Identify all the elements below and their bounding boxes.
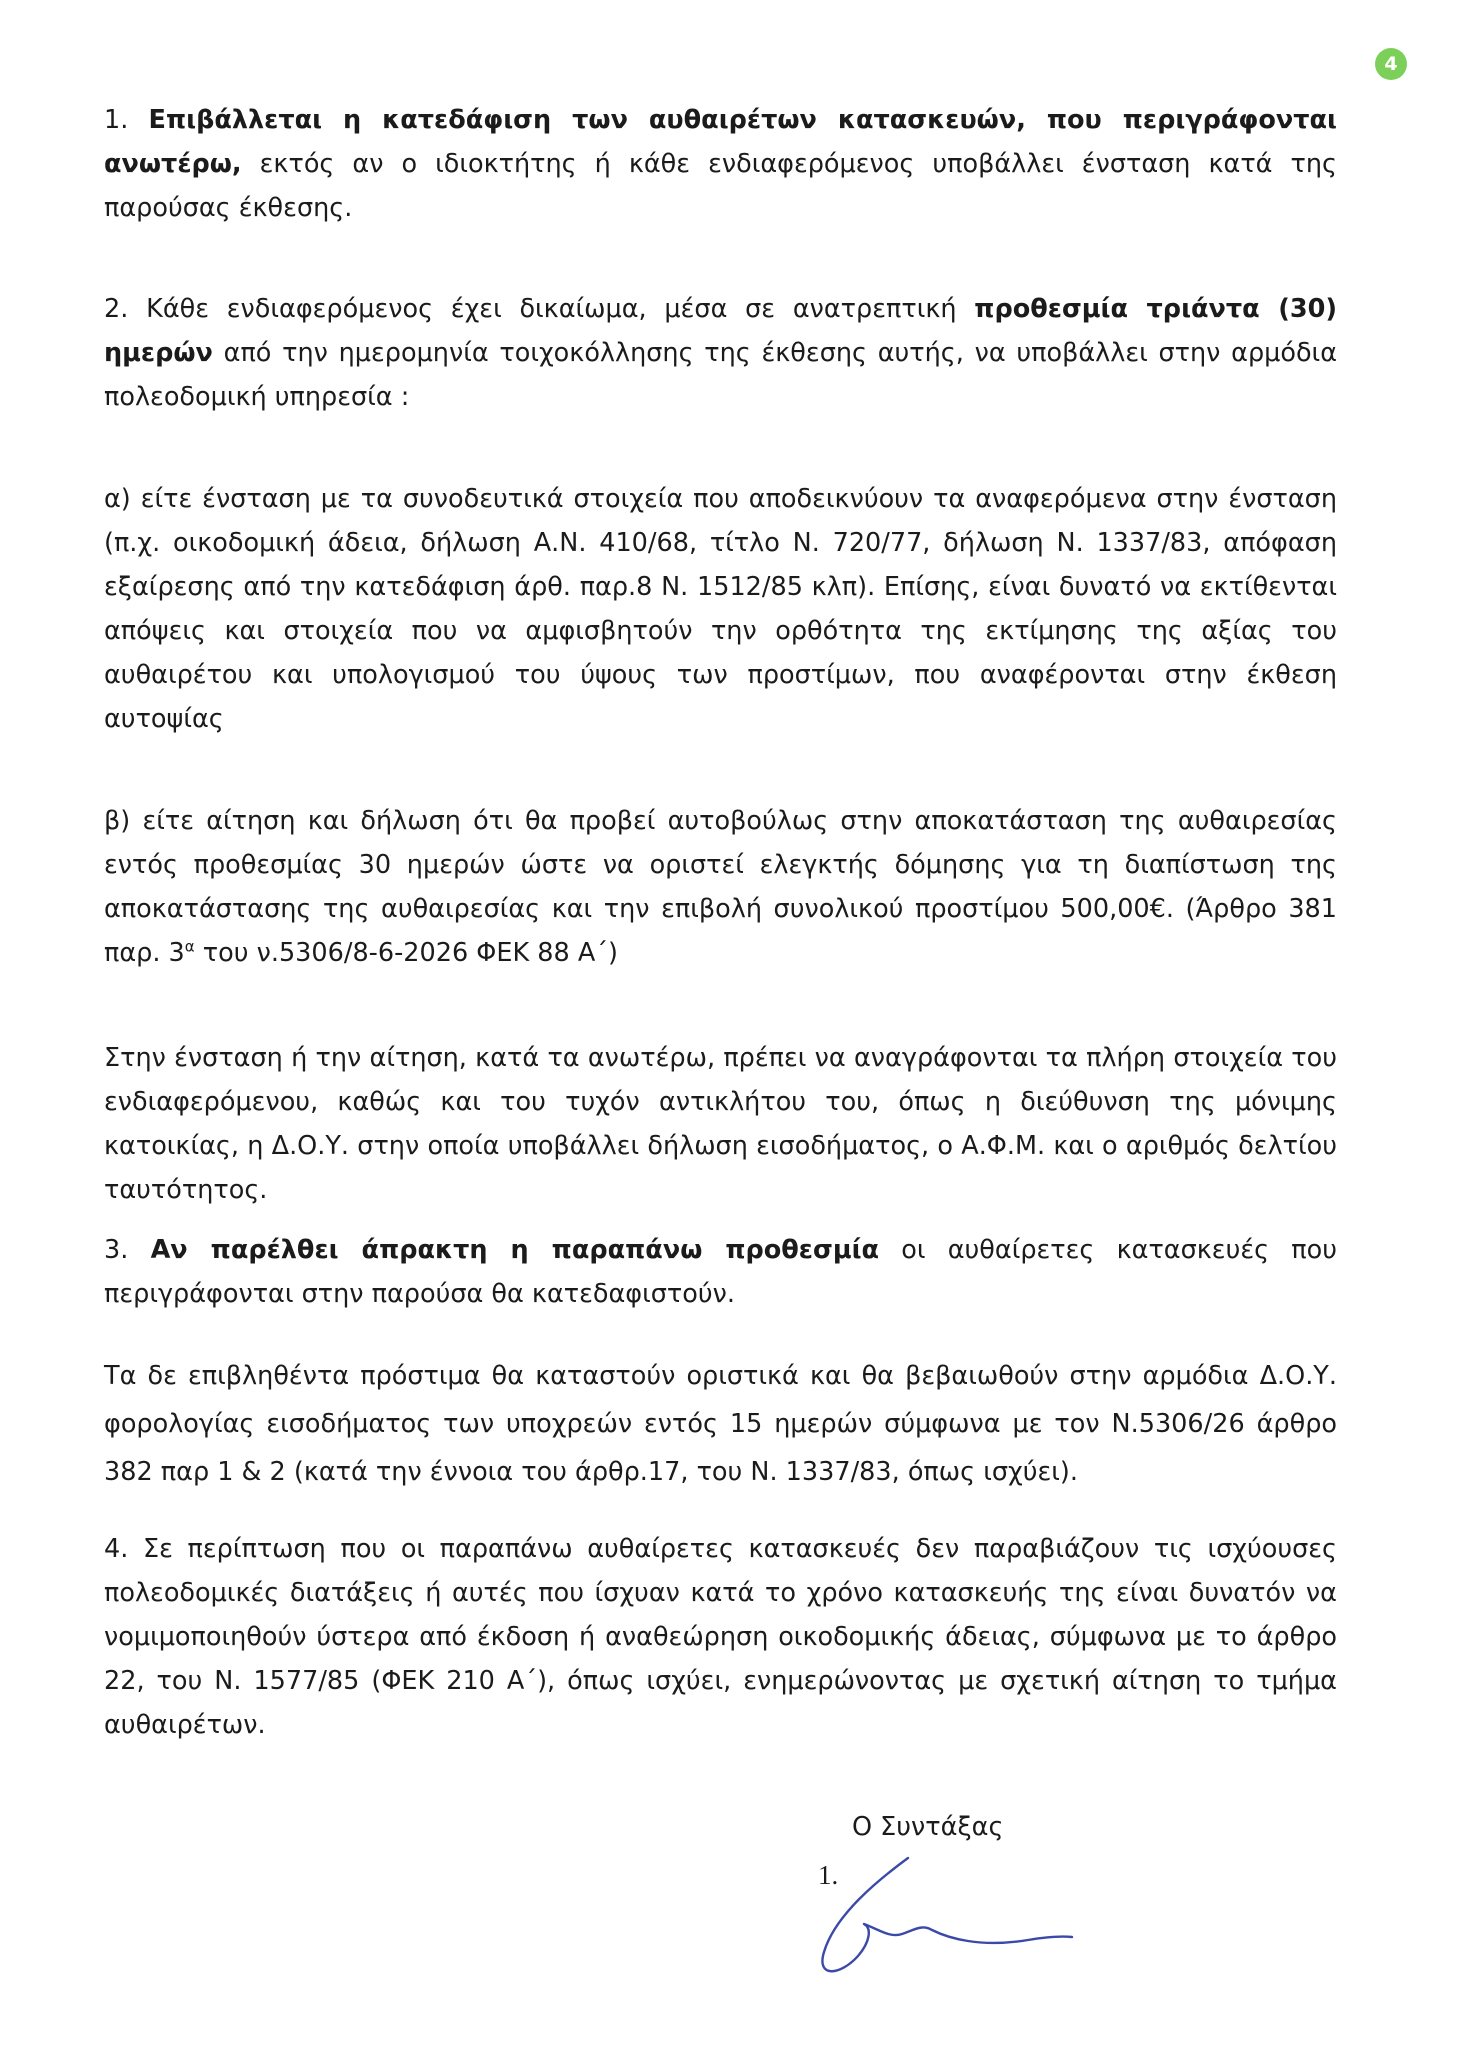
- paragraph-a-text: α) είτε ένσταση με τα συνοδευτικά στοιχεία που αποδεικνύουν τα αναφερόμενα στην ένσταση (π.χ. οικοδομική άδεια, δήλωση Α.Ν. 410/68, τίτλο Ν. 720/77, δήλωση Ν. 1337/83, απόφαση εξαίρεσης από την κατεδάφιση άρθ. παρ.8 Ν. 1512/85 κλπ). Επίσης, είναι δυνατό να εκτίθενται απόψεις και στοιχεία που να αμφισβητούν την ορθότητα της εκτίμησης της αξίας του αυθαιρέτου και υπολογισμού του ύψους των προστίμων, που αναφέρονται στην έκθεση αυτοψίας: [104, 484, 1337, 734]
- paragraph-3-text: οι αυθαίρετες κατασκευές που περιγράφονται στην παρούσα θα κατεδαφιστούν.: [104, 1235, 1338, 1309]
- paragraph-1-text: εκτός αν ο ιδιοκτήτης ή κάθε ενδιαφερόμενος υποβάλλει ένσταση κατά της παρούσας έκθεσης.: [104, 149, 1337, 223]
- paragraph-1-number: 1.: [104, 105, 129, 135]
- paragraph-1-bold: Επιβάλλεται η κατεδάφιση των αυθαιρέτων κατασκευών, που περιγράφονται ανωτέρω,: [104, 105, 1337, 179]
- signer-title: Ο Συντάξας: [852, 1812, 1004, 1842]
- paragraph-b-text-after: του ν.5306/8-6-2026 ΦΕΚ 88 Α΄): [194, 938, 619, 968]
- paragraph-c-text: Στην ένσταση ή την αίτηση, κατά τα ανωτέρω, πρέπει να αναγράφονται τα πλήρη στοιχεία του ενδιαφερόμενου, καθώς και του τυχόν αντικλήτου του, όπως η διεύθυνση της μόνιμης κατοικίας, η Δ.Ο.Υ. στην οποία υποβάλλει δήλωση εισοδήματος, ο Α.Φ.Μ. και ο αριθμός δελτίου ταυτότητος.: [104, 1043, 1337, 1205]
- paragraph-4-number: 4.: [104, 1534, 129, 1564]
- paragraph-2-text-after: από την ημερομηνία τοιχοκόλλησης της έκθεσης αυτής, να υποβάλλει στην αρμόδια πολεοδομική υπηρεσία :: [104, 338, 1337, 412]
- paragraph-3: [104, 1228, 1337, 1316]
- paragraph-2-bold: προθεσμία τριάντα (30) ημερών: [104, 294, 1337, 368]
- paragraph-d: [104, 1352, 1337, 1496]
- page-number-badge: 4: [1375, 48, 1407, 80]
- paragraph-3-number: 3.: [104, 1235, 129, 1265]
- paragraph-4-text: Σε περίπτωση που οι παραπάνω αυθαίρετες κατασκευές δεν παραβιάζουν τις ισχύουσες πολεοδομικές διατάξεις ή αυτές που ίσχυαν κατά το χρόνο κατασκευής της είναι δυνατόν να νομιμοποιηθούν ύστερα από έκδοση ή αναθεώρηση οικοδομικής άδειας, σύμφωνα με το άρθρο 22, του Ν. 1577/85 (ΦΕΚ 210 Α΄), όπως ισχύει, ενημερώνοντας με σχετική αίτηση το τμήμα αυθαιρέτων.: [104, 1534, 1338, 1740]
- paragraph-a: [104, 477, 1337, 741]
- paragraph-c: [104, 1036, 1337, 1212]
- handwritten-signature: [790, 1840, 1090, 1990]
- paragraph-2-text-before: Κάθε ενδιαφερόμενος έχει δικαίωμα, μέσα σε ανατρεπτική: [146, 294, 975, 324]
- paragraph-2: [104, 287, 1337, 419]
- paragraph-2-number: 2.: [104, 294, 129, 324]
- paragraph-3-bold: Αν παρέλθει άπρακτη η παραπάνω προθεσμία: [150, 1235, 880, 1265]
- paragraph-4: [104, 1527, 1337, 1747]
- paragraph-b-superscript: α: [184, 937, 195, 956]
- paragraph-b: [104, 799, 1337, 975]
- paragraph-b-text: β) είτε αίτηση και δήλωση ότι θα προβεί αυτοβούλως στην αποκατάσταση της αυθαιρεσίας εντός προθεσμίας 30 ημερών ώστε να οριστεί ελεγκτής δόμησης για τη διαπίστωση της αποκατάστασης της αυθαιρεσίας και την επιβολή συνολικού προστίμου 500,00€. (Άρθρο 381 παρ. 3: [104, 806, 1337, 968]
- signer-number: 1.: [818, 1860, 839, 1890]
- paragraph-1: [104, 98, 1337, 230]
- paragraph-d-text: Τα δε επιβληθέντα πρόστιμα θα καταστούν οριστικά και θα βεβαιωθούν στην αρμόδια Δ.Ο.Υ. φορολογίας εισοδήματος των υποχρεών εντός 15 ημερών σύμφωνα με τον Ν.5306/26 άρθρο 382 παρ 1 & 2 (κατά την έννοια του άρθρ.17, του Ν. 1337/83, όπως ισχύει).: [104, 1361, 1337, 1487]
